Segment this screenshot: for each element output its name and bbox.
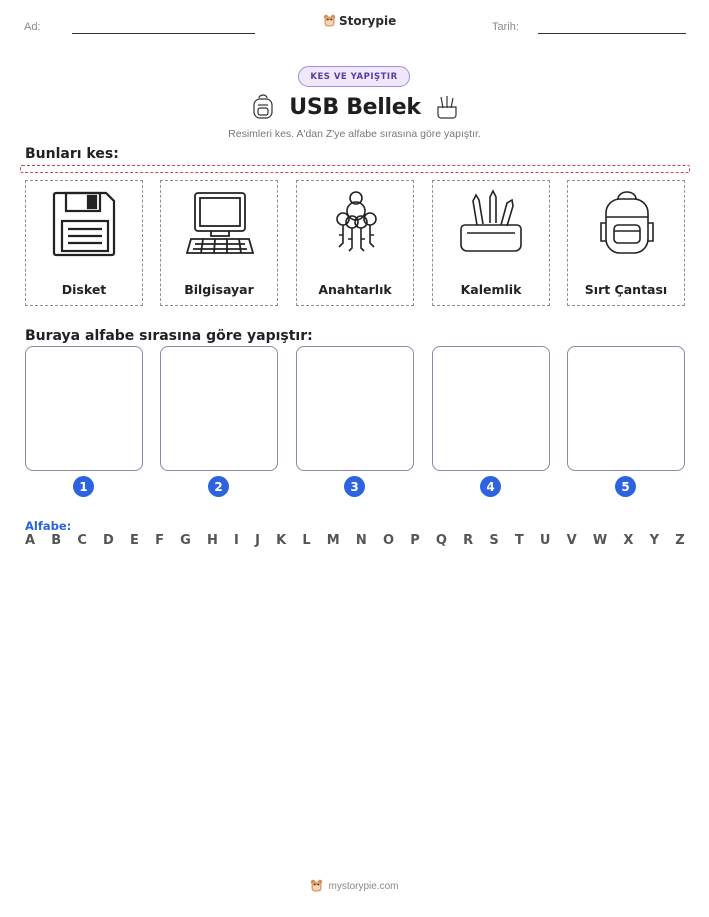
alphabet-letter: V [566, 533, 577, 548]
card-label: Bilgisayar [184, 282, 254, 297]
alphabet-letter: H [206, 533, 218, 548]
computer-icon [185, 189, 255, 259]
alphabet-letter: W [592, 533, 608, 548]
instructions: Resimleri kes. A'dan Z'ye alfabe sırasına göre yapıştır. [228, 128, 481, 140]
alphabet-letter: S [489, 533, 499, 548]
alphabet-letter: F [155, 533, 164, 548]
brand-logo [323, 14, 396, 28]
footer-url[interactable]: mystorypie.com [328, 880, 399, 892]
date-label: Tarih: [492, 21, 519, 33]
paste-heading: Buraya alfabe sırasına göre yapıştır: [25, 328, 313, 344]
card-label: Disket [61, 282, 107, 297]
pencil-case-icon [457, 189, 527, 259]
slot-number: 3 [344, 476, 365, 497]
alphabet-letter: A [25, 533, 36, 548]
slot-number: 5 [615, 476, 636, 497]
card-label: Anahtarlık [318, 282, 392, 297]
cut-heading: Bunları kes: [25, 146, 119, 162]
brand-name: Storypie [339, 14, 397, 28]
alphabet-letter: L [302, 533, 311, 548]
alphabet-letter: Q [435, 533, 447, 548]
page-title: USB Bellek [289, 94, 421, 120]
alphabet-letter: Y [649, 533, 660, 548]
alphabet-letter: Z [675, 533, 685, 548]
title-row [250, 90, 460, 124]
name-label: Ad: [24, 21, 41, 33]
alphabet-label: Alfabe: [25, 519, 72, 533]
keychain-icon [321, 189, 391, 259]
alphabet-letter: J [255, 533, 260, 548]
alphabet-letter: P [410, 533, 420, 548]
cut-card-bilgisayar[interactable] [160, 180, 278, 306]
alphabet-letter: B [51, 533, 62, 548]
footer [0, 879, 709, 893]
card-label: Kalemlik [460, 282, 522, 297]
slot-number: 2 [208, 476, 229, 497]
alphabet-letter: K [276, 533, 287, 548]
paste-slot[interactable] [160, 346, 278, 471]
alphabet-row [25, 533, 685, 548]
slot-number: 4 [480, 476, 501, 497]
slot-number: 1 [73, 476, 94, 497]
backpack-icon [251, 94, 275, 120]
paste-slot[interactable] [567, 346, 685, 471]
alphabet-letter: D [103, 533, 114, 548]
bear-logo-icon [323, 14, 336, 28]
pencil-case-icon [435, 94, 459, 120]
cut-line [20, 165, 690, 173]
alphabet-letter: N [355, 533, 367, 548]
floppy-disk-icon [50, 189, 120, 259]
date-line [538, 33, 686, 34]
alphabet-letter: U [539, 533, 551, 548]
paste-slot[interactable] [296, 346, 414, 471]
paste-slot[interactable] [432, 346, 550, 471]
card-label: Sırt Çantası [584, 282, 668, 297]
alphabet-letter: T [514, 533, 524, 548]
cut-card-disket[interactable] [25, 180, 143, 306]
cut-card-sirt-cantasi[interactable] [567, 180, 685, 306]
paste-slot[interactable] [25, 346, 143, 471]
alphabet-letter: R [463, 533, 474, 548]
name-line [72, 33, 255, 34]
alphabet-letter: O [382, 533, 395, 548]
backpack-icon [592, 189, 662, 259]
alphabet-letter: G [180, 533, 191, 548]
bear-logo-icon [310, 879, 323, 893]
alphabet-letter: C [77, 533, 87, 548]
alphabet-letter: M [326, 533, 340, 548]
cut-card-anahtarlik[interactable] [296, 180, 414, 306]
activity-badge: KES VE YAPIŞTIR [298, 66, 410, 87]
alphabet-letter: X [623, 533, 634, 548]
cut-card-kalemlik[interactable] [432, 180, 550, 306]
alphabet-letter: I [234, 533, 239, 548]
alphabet-letter: E [130, 533, 139, 548]
